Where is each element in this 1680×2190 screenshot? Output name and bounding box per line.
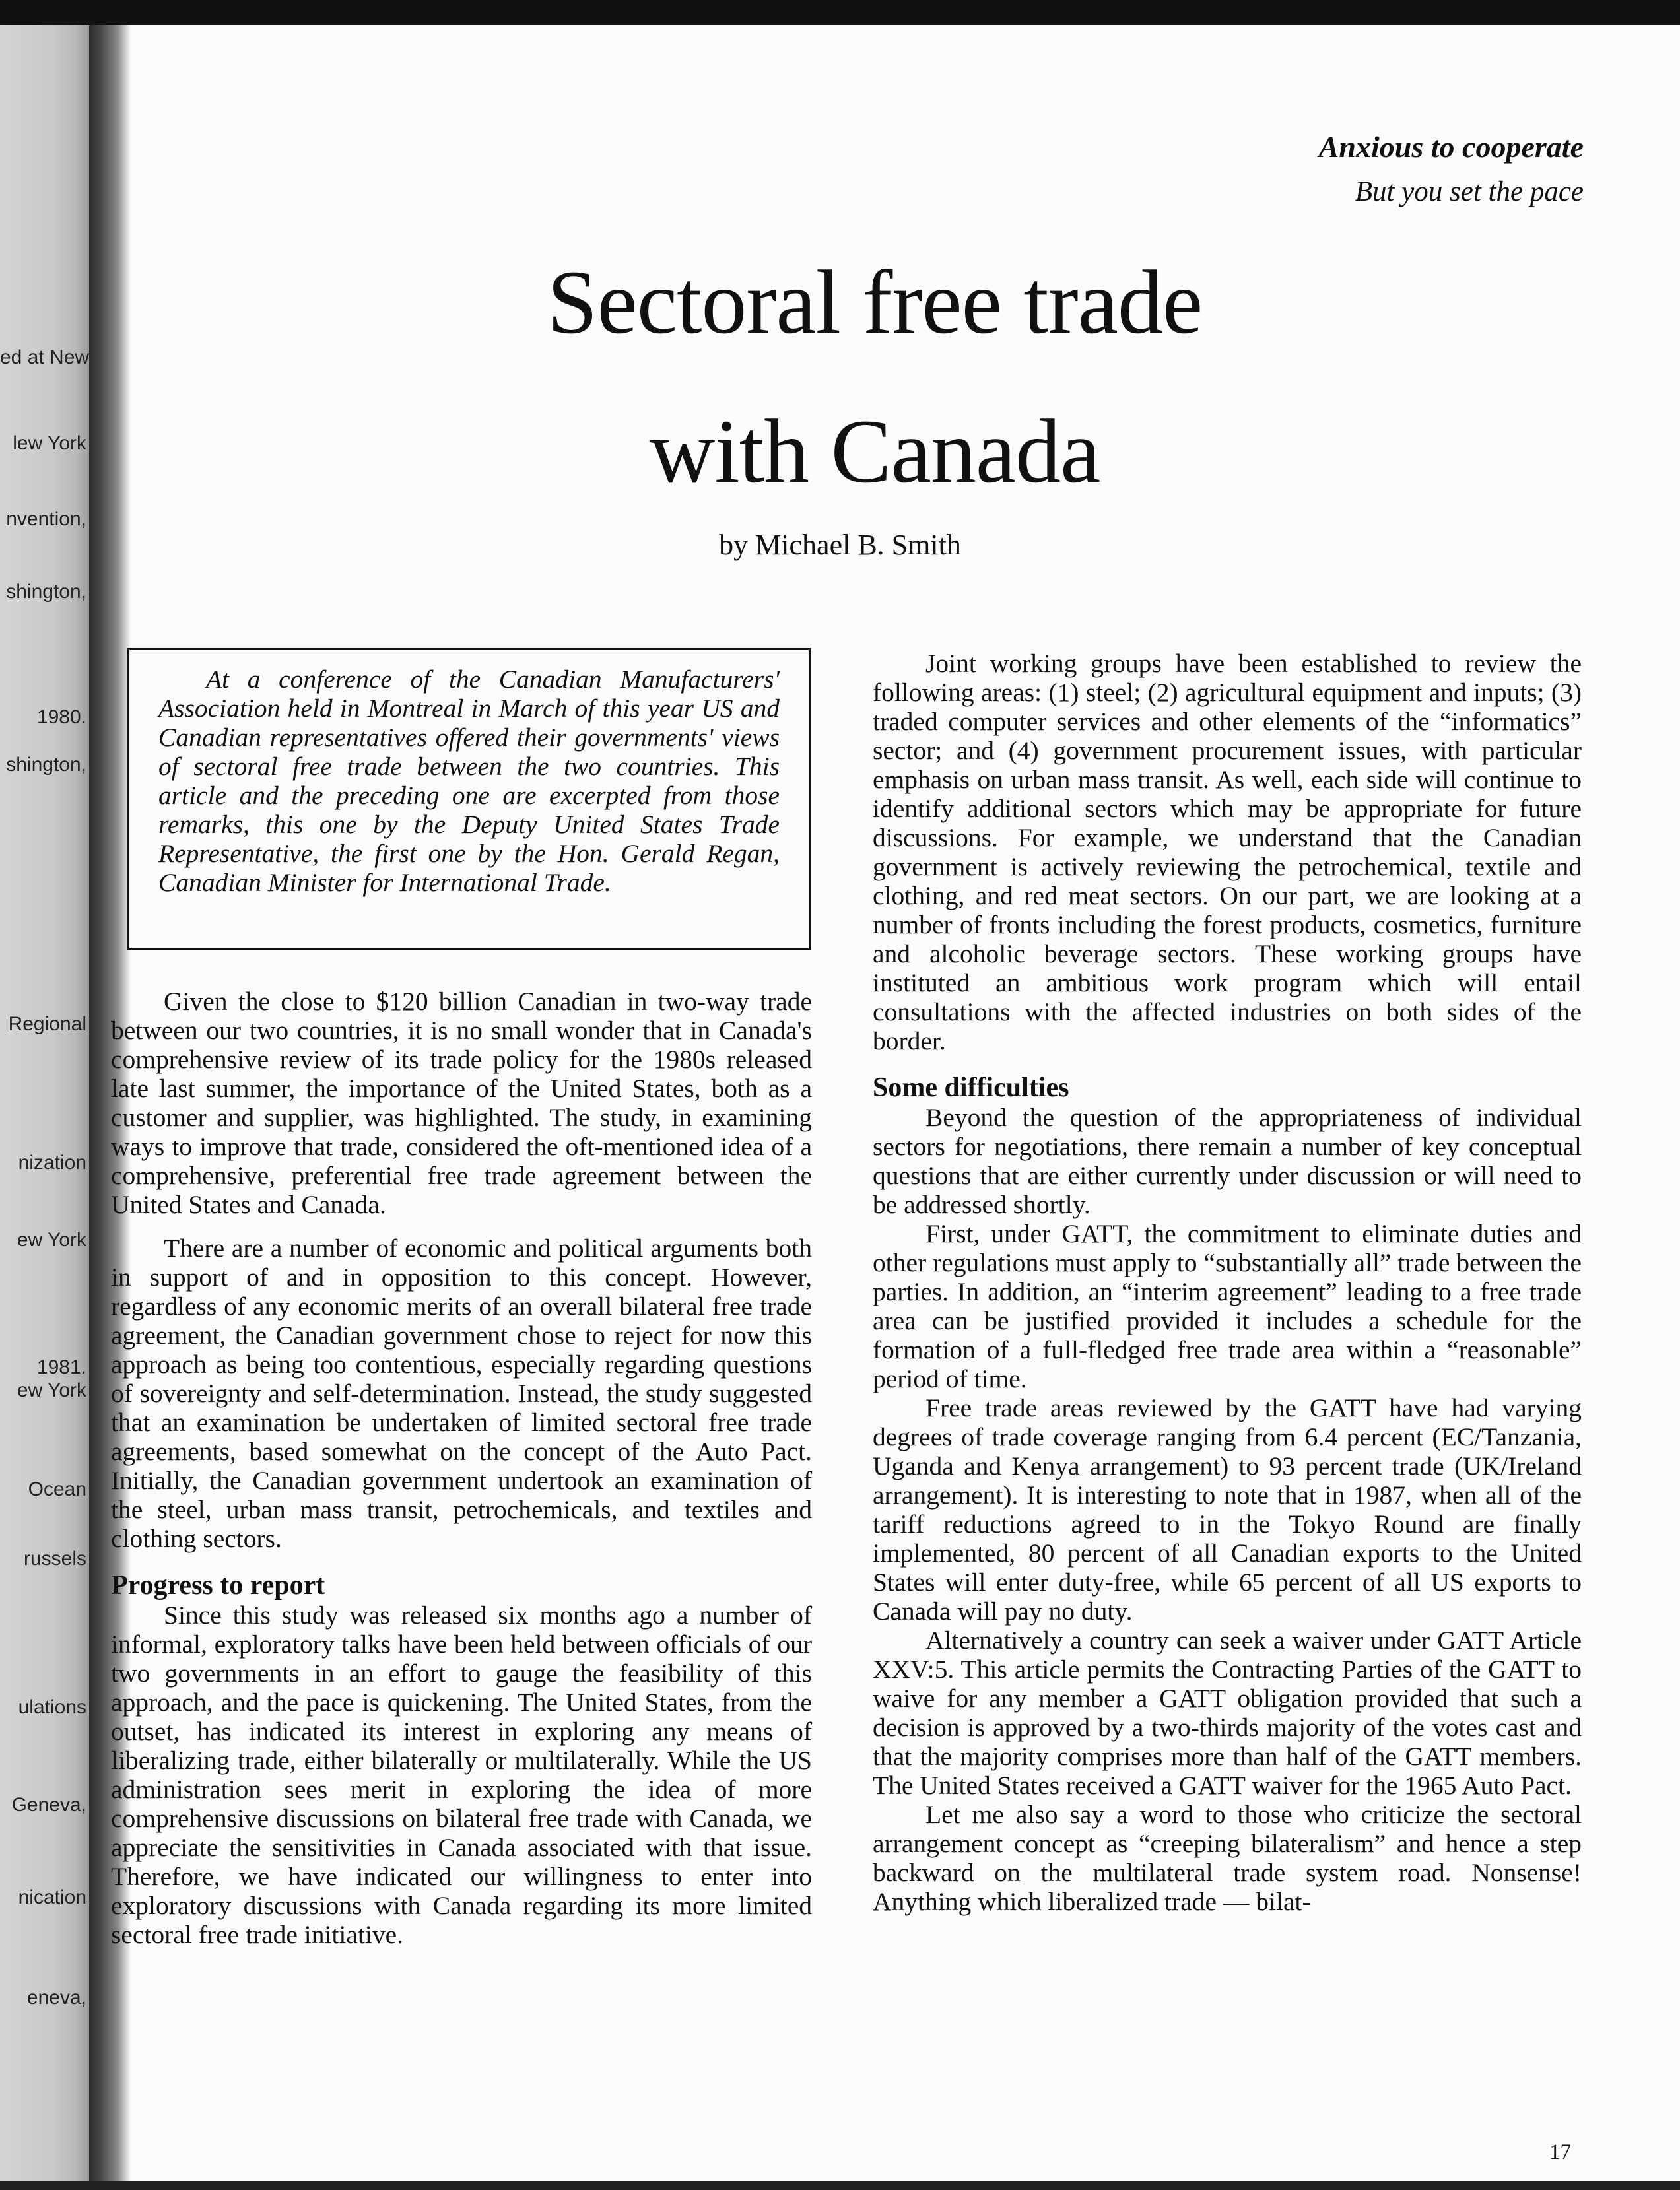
section-heading: Some difficulties xyxy=(873,1073,1069,1103)
edge-fragment: lew York xyxy=(13,432,86,454)
edge-fragment: eneva, xyxy=(26,1987,86,2008)
edge-fragment: 1980. xyxy=(36,706,86,728)
headline-line-1: Sectoral free trade xyxy=(547,251,1203,352)
paragraph: Beyond the question of the appropriateness of individual sectors for negotiations, there remain a number of key conceptual questions that are either currently under discussion or will need to be addressed shortly. xyxy=(873,1103,1582,1219)
edge-fragment: nication xyxy=(18,1886,86,1908)
byline: by Michael B. Smith xyxy=(719,529,961,561)
paragraph: There are a number of economic and political arguments both in support of and in opposition to this concept. However, regardless of any economic merits of an overall bilateral free trade agreement, the Canadian government chose to reject for now this approach as being too contentious, especially regarding questions of sovereignty and self-determination. Instead, the study suggested that an examination be undertaken of limited sectoral free trade agreements, based somewhat on the concept of the Auto Pact. Initially, the Canadian government undertook an examination of the steel, urban mass transit, petrochemicals, and textiles and clothing sectors. xyxy=(111,1234,812,1553)
right-column xyxy=(873,649,1582,1916)
scan-top-border xyxy=(0,0,1680,25)
paragraph: Free trade areas reviewed by the GATT have had varying degrees of trade coverage ranging from 6.4 percent (EC/Tanzania, Uganda and Kenya arrangement) to 93 percent trade (UK/Ireland arrangement). It is interesting to note that in 1987, when all of the tariff reductions agreed to in the Tokyo Round are finally implemented, 80 percent of all Canadian exports to the United States will enter duty-free, while 65 percent of all US exports to Canada will pay no duty. xyxy=(873,1393,1582,1626)
edge-fragment: ew York xyxy=(17,1379,86,1401)
intro-text: At a conference of the Canadian Manufacturers' Association held in Montreal in March of this year US and Canadian representatives offered their governments' views of sectoral free trade between the two countries. This article and the preceding one are excerpted from those remarks, this one by the Deputy United States Trade Representative, the first one by the Hon. Gerald Regan, Canadian Minister for International Trade. xyxy=(158,665,780,897)
edge-fragment: Ocean xyxy=(28,1478,86,1500)
edge-fragment: ulations xyxy=(18,1696,86,1718)
edge-fragment: shington, xyxy=(6,754,86,776)
edge-fragment: 1981. xyxy=(36,1356,86,1378)
edge-fragment: nization xyxy=(18,1152,86,1174)
kicker-subtitle: But you set the pace xyxy=(1355,176,1584,207)
section-heading: Progress to report xyxy=(111,1570,325,1601)
paragraph: Since this study was released six months ago a number of informal, exploratory talks have been held between officials of our two governments in an effort to gauge the feasibility of this approach, and the pace is quickening. The United States, from the outset, has indicated its interest in exploring any means of liberalizing trade, either bilaterally or multilaterally. While the US administration sees merit in exploring the idea of more comprehensive discussions on bilateral free trade with Canada, we appreciate the sensitivities in Canada associated with that issue. Therefore, we have indicated our willingness to enter into exploratory discussions with Canada regarding its more limited sectoral free trade initiative. xyxy=(111,1601,812,1949)
edge-fragment: shington, xyxy=(6,581,86,603)
paragraph: Let me also say a word to those who criticize the sectoral arrangement concept as “creeping bilateralism” and hence a step backward on the multilateral trade system road. Nonsense! Anything which liberalized trade — bilat- xyxy=(873,1800,1582,1916)
edge-fragment: Geneva, xyxy=(11,1794,86,1816)
article-headline xyxy=(330,228,1419,526)
intro-box xyxy=(127,648,811,950)
paragraph: Joint working groups have been established to review the following areas: (1) steel; (2) agricultural equipment and inputs; (3) traded computer services and other elements of the “informatics” sector; and (4) government procurement issues, with particular emphasis on urban mass transit. As well, each side will continue to identify additional sectors which may be appropriate for future discussions. For example, we understand that the Canadian government is actively reviewing the petrochemical, textile and clothing, and red meat sectors. On our part, we are looking at a number of fronts including the forest products, cosmetics, furniture and alcoholic beverage sectors. These working groups have instituted an ambitious work program which will entail consultations with the affected industries on both sides of the border. xyxy=(873,649,1582,1055)
edge-fragment: russels xyxy=(23,1548,86,1570)
page-number: 17 xyxy=(1549,2140,1571,2164)
left-column xyxy=(111,987,812,1949)
paragraph: Alternatively a country can seek a waiver under GATT Article XXV:5. This article permits the Contracting Parties of the GATT to waive for any member a GATT obligation provided that such a decision is approved by a two-thirds majority of the votes cast and that the majority comprises more than half of the GATT members. The United States received a GATT waiver for the 1965 Auto Pact. xyxy=(873,1626,1582,1800)
edge-fragment: Regional xyxy=(8,1013,86,1035)
paragraph: First, under GATT, the commitment to eliminate duties and other regulations must apply to “substantially all” trade between the parties. In addition, an “interim agreement” leading to a free trade area can be justified provided it includes a schedule for the formation of a full-fledged free trade area within a “reasonable” period of time. xyxy=(873,1219,1582,1393)
edge-fragment: nvention, xyxy=(6,508,86,530)
scan-bottom-border xyxy=(0,2181,1680,2190)
paragraph: Given the close to $120 billion Canadian in two-way trade between our two countries, it is no small wonder that in Canada's comprehensive review of its trade policy for the 1980s released late last summer, the importance of the United States, both as a customer and supplier, was highlighted. The study, in examining ways to improve that trade, considered the oft-mentioned idea of a comprehensive, preferential free trade agreement between the United States and Canada. xyxy=(111,987,812,1219)
edge-fragment: ed at New xyxy=(0,347,89,368)
kicker-title: Anxious to cooperate xyxy=(1318,130,1584,164)
edge-fragment: ew York xyxy=(17,1229,86,1251)
headline-line-2: with Canada xyxy=(649,401,1100,502)
